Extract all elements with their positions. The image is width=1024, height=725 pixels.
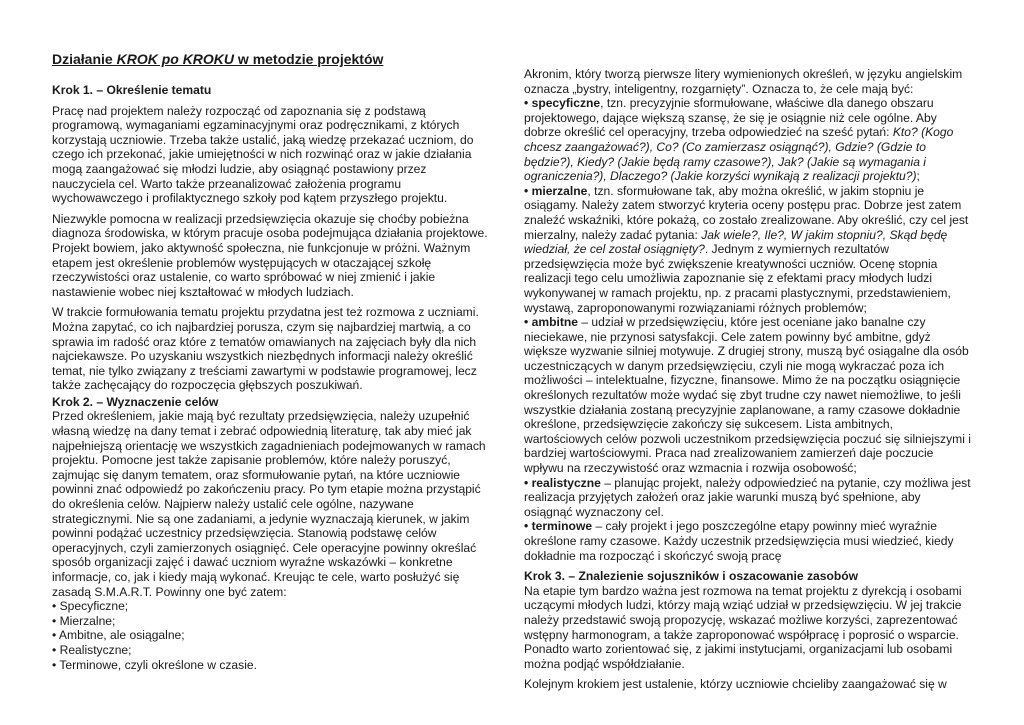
smart-mierzalne — [524, 184, 972, 315]
page-title — [52, 52, 383, 67]
krok1-paragraph-3: W trakcie formułowania tematu projektu przydatna jest też rozmowa z uczniami. Można zapytać, co ich najbardziej porusza, czym się najbardziej martwią, a co sprawia im radość oraz które z tematów omawianych na zajęciach były dla nich najciekawsze. Po uzyskaniu wszystkich niezbędnych informacji należy określić temat, nie tylko związany z treściami zawartymi w podstawie programowej, lecz także zachęcający do rozpoczęcia głębszych poszukiwań. — [52, 305, 479, 393]
bullet-item: • Ambitne, ale osiągalne; — [52, 628, 185, 643]
left-column — [52, 83, 492, 672]
realistyczne-text: – planując projekt, należy odpowiedzieć na pytanie, czy możliwa jest realizacja przyjętych założeń oraz jakie warunki muszą być spełnione, aby osiągnąć wyznaczony cel. — [524, 475, 971, 519]
krok1-paragraph-2: Niezwykle pomocna w realizacji przedsięwzięcia okazuje się choćby pobieżna diagnoza środowiska, w którym pracuje osoba podejmująca działania projektowe. Projekt bowiem, jako aktywność społeczna, nie funkcjonuje w próżni. Ważnym etapem jest określenie problemów występujących w otaczającej szkołę rzeczywistości oraz ustalenie, co warto spróbować w niej zmienić i jakie nastawienie wobec niej kształtować w młodych ludziach. — [52, 211, 488, 299]
ambitne-label: • ambitne — [524, 315, 578, 330]
title-prefix: Działanie — [52, 51, 117, 67]
krok1-heading: Krok 1. – Określenie tematu — [52, 83, 212, 97]
krok3-paragraph-1: Na etapie tym bardzo ważna jest rozmowa na temat projektu z dyrekcją i osobami uczącymi młodych ludzi, którzy mają wziąć udział w przedsięwzięciu. W jej trakcie należy przedstawić swoją propozycję, wskazać możliwe korzyści, zaprezentować wstępny harmonogram, a także zaproponować współpracę i poprosić o wsparcie. Ponadto warto zorientować się, z jakimi instytucjami, organizacjami lub osobami można podjąć współdziałanie. — [524, 583, 962, 671]
smart-specyficzne — [524, 96, 972, 184]
mierzalne-label: • mierzalne — [524, 183, 588, 198]
mierzalne-questions: Jak wiele?, Ile?, W jakim stopniu?, Skąd będę wiedział, że cel został osiągnięty? — [524, 227, 948, 257]
krok3-heading: Krok 3. – Znalezienie sojuszników i oszacowanie zasobów — [524, 569, 859, 584]
bullet-item: • Realistyczne; — [52, 642, 132, 657]
bullet-item: • Terminowe, czyli określone w czasie. — [52, 657, 257, 672]
specyficzne-end: ; — [916, 169, 920, 184]
bullet-item: • Mierzalne; — [52, 613, 116, 628]
title-suffix: w metodzie projektów — [234, 51, 384, 67]
ambitne-text: – udział w przedsięwzięciu, które jest oceniane jako banalne czy nieciekawe, nie przynosi satysfakcji. Cele zatem powinny być ambitne, gdyż większe wyzwanie silniej motywuje. Z drugiej strony, muszą być osiągalne dla osób uczestniczących w danym przedsięwzięciu, czyli nie mogą wykraczać poza ich możliwości – intelektualne, fizyczne, finansowe. Mimo że na początku osiągnięcie określonych rezultatów może wydać się zbyt trudne czy nawet niemożliwe, to jeśli wszystkie działania zostaną precyzyjnie zaplanowane, a ramy czasowe dokładnie określone, przedsięwzięcie zakończy się sukcesem. Lista ambitnych, wartościowych celów pozwoli uczestnikom przedsięwzięcia poczuć się silniejszymi i bardziej wartościowymi. Praca nad zrealizowaniem zamierzeń daje poczucie wpływu na rzeczywistość oraz wzmacnia i rozwija osobowość; — [524, 315, 971, 476]
title-italic: KROK po KROKU — [116, 51, 235, 67]
krok1-paragraph-1: Pracę nad projektem należy rozpocząć od zapoznania się z podstawą programową, wymaganiami egzaminacyjnymi oraz podręcznikami, z których korzystają uczniowie. Trzeba także ustalić, jaką wiedzę przekazać uczniom, do czego ich przekonać, jakie umiejętności w nich rozwinąć oraz w jakie działania mogą zaangażować się młodzi ludzie, aby osiągnąć postawiony przez nauczyciela cel. Warto także przeanalizować założenia programu wychowawczego i profilaktycznego szkoły pod kątem przyszłego projektu. — [52, 103, 474, 206]
specyficzne-label: • specyficzne — [524, 96, 601, 111]
specyficzne-text: , tzn. precyzyjnie sformułowane, właściwe dla danego obszaru projektowego, dające większą szansę, że się je osiągnie niż cele ogólne. Aby dobrze określić cel operacyjny, trzeba odpowiedzieć na sześć pytań: — [524, 96, 937, 140]
right-column — [524, 67, 972, 692]
terminowe-text: – cały projekt i jego poszczególne etapy powinny mieć wyraźnie określone ramy czasowe. Każdy uczestnik przedsięwzięcia musi wiedzieć, kiedy dokładnie ma rozpocząć i skończyć swoją pracę — [524, 519, 954, 563]
krok2-heading: Krok 2. – Wyznaczenie celów — [52, 394, 219, 409]
realistyczne-label: • realistyczne — [524, 475, 601, 490]
terminowe-label: • terminowe — [524, 519, 593, 534]
specyficzne-questions: Kto? (Kogo chcesz zaangażować?), Co? (Co zamierzasz osiągnąć?), Gdzie? (Gdzie to będzie?), Kiedy? (Jakie będą ramy czasowe?), Jak? (Jakie są wymagania i ograniczenia?), Dlaczego? (Jakie korzyści wynikają z realizacji projektu?) — [524, 125, 954, 184]
smart-terminowe — [524, 519, 972, 563]
mierzalne-text: , tzn. sformułowane tak, aby można określić, w jakim stopniu je osiągamy. Należy zatem stworzyć kryteria oceny postępu prac. Dobrze jest zatem znaleźć wskaźniki, które pokażą, co zostało zrealizowane. Aby określić, czy cel jest mierzalny, należy zadać pytania: — [524, 183, 969, 242]
smart-ambitne — [524, 315, 972, 476]
krok3-paragraph-2: Kolejnym krokiem jest ustalenie, którzy uczniowie chcieliby zaangażować się w — [524, 677, 947, 692]
krok2-paragraph-1: Przed określeniem, jakie mają być rezultaty przedsięwzięcia, należy uzupełnić własną wiedzę na dany temat i zebrać odpowiednią literaturę, tak aby mieć jak najpełniejszą orientację we wszystkich zagadnieniach podejmowanych w ramach projektu. Pomocne jest także zapisanie problemów, które należy poruszyć, zajmując się danym tematem, oraz sformułowanie pytań, na które uczniowie powinni znać odpowiedź po zakończeniu pracy. Po tym etapie można przystąpić do określenia celów. Najpierw należy ustalić cele ogólne, nazywane strategicznymi. Nie są one zadaniami, a jedynie wyznaczają kierunek, w jakim powinni podążać uczestnicy przedsięwzięcia. Stanowią podstawę celów operacyjnych, czyli zamierzonych osiągnięć. Cele operacyjne powinny określać sposób organizacji zajęć i dawać uczniom wyraźne wskazówki – konkretne informacje, co, jak i kiedy mają wykonać. Kreując te cele, warto posłużyć się zasadą S.M.A.R.T. Powinny one być zatem: — [52, 409, 486, 599]
mierzalne-text-2: . Jednym z wymiernych rezultatów przedsięwzięcia może być zwiększenie kreatywności uczniów. Ocenę stopnia realizacji tego celu umożliwia zapoznanie się z efektami pracy młodych ludzi wykonywanej w ramach projektu, np. z pracami plastycznymi, przedstawieniem, wystawą, zaproponowanymi rozwiązaniami różnych problemów; — [524, 242, 951, 315]
smart-realistyczne — [524, 476, 972, 520]
bullet-item: • Specyficzne; — [52, 599, 129, 614]
smart-intro: Akronim, który tworzą pierwsze litery wymienionych określeń, w języku angielskim oznacza „bystry, inteligentny, rozgarnięty”. Oznacza to, że cele mają być: — [524, 67, 963, 96]
